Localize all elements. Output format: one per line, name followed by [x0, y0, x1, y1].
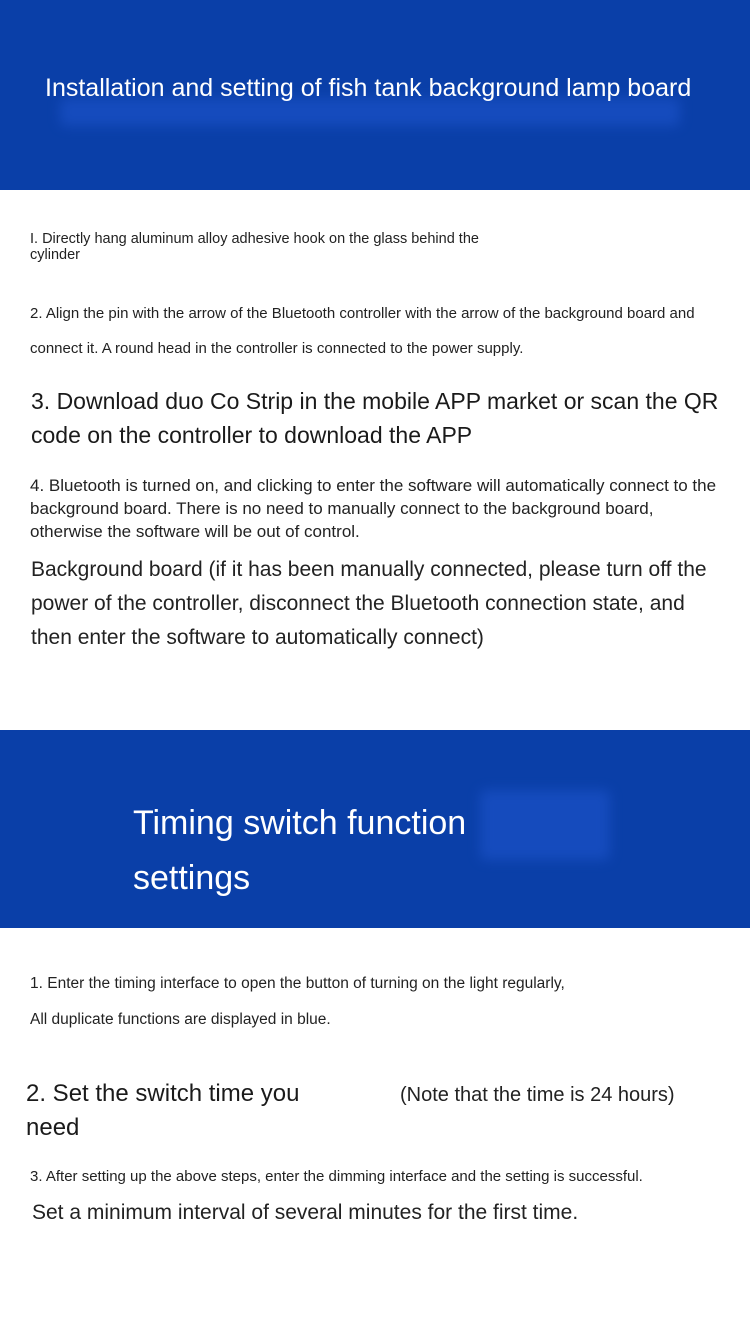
timing-step-3-note: Set a minimum interval of several minutes for the first time.: [32, 1201, 579, 1224]
install-step-3: 3. Download duo Co Strip in the mobile APP market or scan the QR code on the controller to download the APP: [31, 388, 719, 448]
installation-title: Installation and setting of fish tank background lamp board: [45, 74, 692, 102]
install-step-1: I. Directly hang aluminum alloy adhesive hook on the glass behind the cylinder: [30, 231, 479, 263]
timing-title: Timing switch function settings: [133, 804, 467, 897]
install-step-4-note: Background board (if it has been manually connected, please turn off the power of the controller, disconnect the Bluetooth connection state, and then enter the software to automatically connect): [31, 558, 707, 649]
timing-step-2-note: (Note that the time is 24 hours): [400, 1084, 675, 1106]
install-step-4: 4. Bluetooth is turned on, and clicking to enter the software will automatically connect to the background board. There is no need to manually connect to the background board, otherwise the software will be out of control.: [30, 476, 717, 541]
install-step-2: 2. Align the pin with the arrow of the Bluetooth controller with the arrow of the background board and connect it. A round head in the controller is connected to the power supply.: [30, 305, 695, 357]
timing-step-3: 3. After setting up the above steps, enter the dimming interface and the setting is successful.: [30, 1168, 643, 1185]
timing-step-1: 1. Enter the timing interface to open the button of turning on the light regularly, All duplicate functions are displayed in blue.: [30, 975, 565, 1028]
timing-step-2: 2. Set the switch time you need: [26, 1080, 300, 1141]
